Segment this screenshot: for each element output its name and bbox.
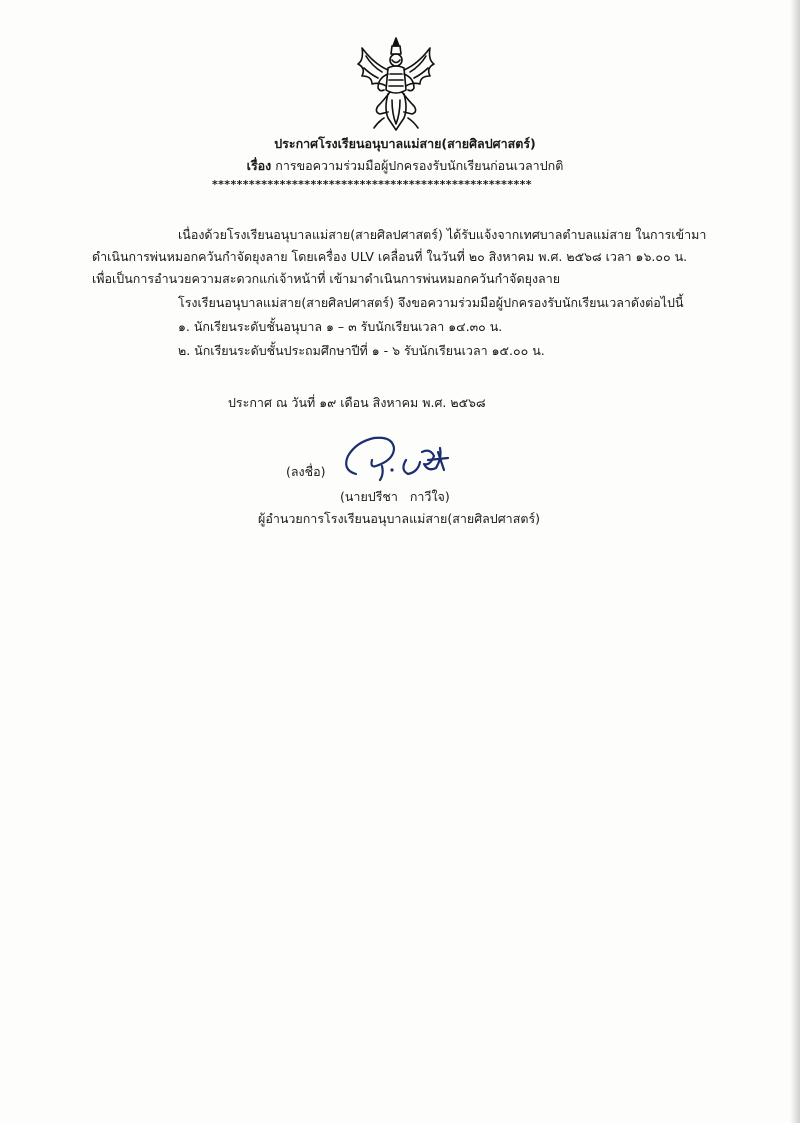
handwritten-signature [334, 430, 464, 490]
subject-line [0, 156, 800, 176]
announcement-title: ประกาศโรงเรียนอนุบาลแม่สาย(สายศิลปศาสตร์) [274, 136, 536, 151]
subject-text: การขอความร่วมมือผู้ปกครองรับนักเรียนก่อนเวลาปกติ [275, 158, 564, 173]
signer-position: ผู้อำนวยการโรงเรียนอนุบาลแม่สาย(สายศิลปศาสตร์) [258, 511, 541, 526]
body-line-4: โรงเรียนอนุบาลแม่สาย(สายศิลปศาสตร์) จึงขอความร่วมมือผู้ปกครองรับนักเรียนเวลาดังต่อไปนี้ [178, 295, 684, 310]
subject-label: เรื่อง [246, 158, 272, 173]
announce-date: ประกาศ ณ วันที่ ๑๙ เดือน สิงหาคม พ.ศ. ๒๕๖๘ [228, 395, 486, 410]
list-item-1: ๑. นักเรียนระดับชั้นอนุบาล ๑ – ๓ รับนักเรียนเวลา ๑๔.๓๐ น. [178, 319, 503, 334]
body-line-1: เนื่องด้วยโรงเรียนอนุบาลแม่สาย(สายศิลปศาสตร์) ได้รับแจ้งจากเทศบาลตำบลแม่สาย ในการเข้ามา [178, 227, 707, 242]
list-item-2: ๒. นักเรียนระดับชั้นประถมศึกษาปีที่ ๑ - ๖ รับนักเรียนเวลา ๑๕.๐๐ น. [178, 343, 545, 358]
body-line-3: เพื่อเป็นการอำนวยความสะดวกแก่เจ้าหน้าที่ เข้ามาดำเนินการพ่นหมอกควันกำจัดยุงลาย [92, 271, 561, 286]
body-line-2: ดำเนินการพ่นหมอกควันกำจัดยุงลาย โดยเครื่อง ULV เคลื่อนที่ ในวันที่ ๒๐ สิงหาคม พ.ศ. ๒๕๖๘ เวลา ๑๖.๐๐ น. [92, 249, 688, 264]
signer-name: (นายปรีชา กาวีใจ) [340, 489, 450, 504]
garuda-emblem-icon [348, 34, 444, 134]
signature-label: (ลงชื่อ) [286, 464, 326, 479]
separator-line: **************************************************** [212, 178, 532, 191]
